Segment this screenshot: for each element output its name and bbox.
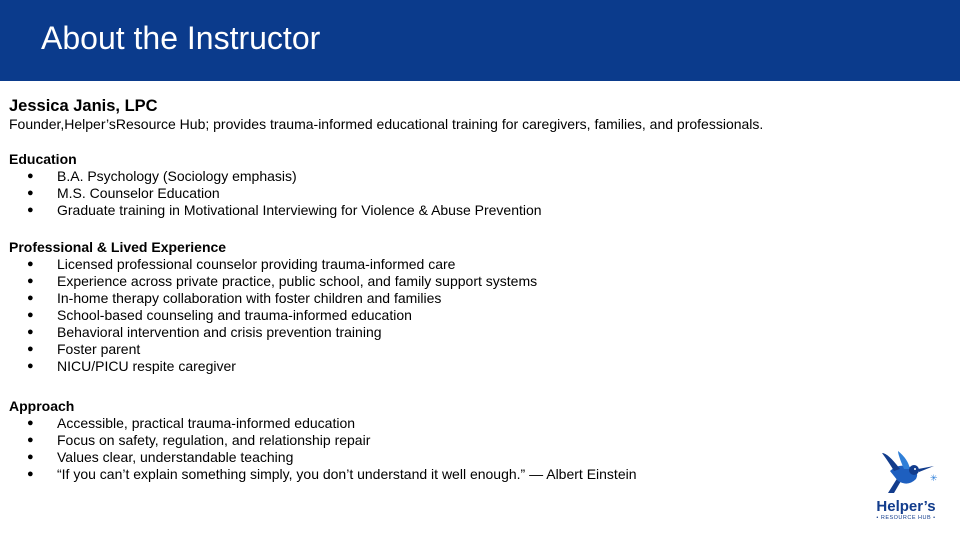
experience-list xyxy=(9,256,939,375)
approach-heading: Approach xyxy=(9,398,75,414)
list-item-text: “If you can’t explain something simply, you don’t understand it well enough.” — Albert Einstein xyxy=(57,466,637,482)
list-item xyxy=(9,432,939,449)
list-item xyxy=(9,202,939,219)
helpers-resource-hub-logo xyxy=(868,449,944,525)
bullet-icon: ● xyxy=(27,417,34,429)
list-item xyxy=(9,185,939,202)
logo-wordmark: Helper’s xyxy=(876,498,936,515)
list-item xyxy=(9,307,939,324)
list-item xyxy=(9,324,939,341)
list-item xyxy=(9,256,939,273)
list-item xyxy=(9,290,939,307)
approach-list xyxy=(9,415,939,483)
bullet-icon: ● xyxy=(27,187,34,199)
experience-heading: Professional & Lived Experience xyxy=(9,239,227,255)
slide-title: About the Instructor xyxy=(41,20,321,56)
list-item-text: Licensed professional counselor providing trauma-informed care xyxy=(57,256,456,272)
slide-content xyxy=(9,96,939,483)
list-item xyxy=(9,341,939,358)
bullet-icon: ● xyxy=(27,170,34,182)
bullet-icon: ● xyxy=(27,343,34,355)
instructor-name: Jessica Janis, LPC xyxy=(9,97,158,115)
list-item-text: Experience across private practice, public school, and family support systems xyxy=(57,273,538,289)
list-item-text: Foster parent xyxy=(57,341,141,357)
bullet-icon: ● xyxy=(27,204,34,216)
slide-header xyxy=(0,0,960,81)
logo-subtitle: • RESOURCE HUB • xyxy=(876,515,936,521)
bullet-icon: ● xyxy=(27,309,34,321)
bullet-icon: ● xyxy=(27,451,34,463)
bullet-icon: ● xyxy=(27,326,34,338)
list-item-text: Accessible, practical trauma-informed education xyxy=(57,415,356,431)
list-item-text: Focus on safety, regulation, and relationship repair xyxy=(57,432,371,448)
education-heading: Education xyxy=(9,151,77,167)
education-list xyxy=(9,168,939,219)
bullet-icon: ● xyxy=(27,434,34,446)
list-item xyxy=(9,449,939,466)
bullet-icon: ● xyxy=(27,468,34,480)
list-item-text: NICU/PICU respite caregiver xyxy=(57,358,236,374)
list-item-text: B.A. Psychology (Sociology emphasis) xyxy=(57,168,297,184)
list-item xyxy=(9,466,939,483)
list-item-text: In-home therapy collaboration with foster children and families xyxy=(57,290,442,306)
list-item-text: Behavioral intervention and crisis prevention training xyxy=(57,324,382,340)
svg-text:✳: ✳ xyxy=(930,474,938,484)
list-item xyxy=(9,358,939,375)
bullet-icon: ● xyxy=(27,360,34,372)
list-item-text: School-based counseling and trauma-informed education xyxy=(57,307,412,323)
list-item-text: Graduate training in Motivational Interviewing for Violence & Abuse Prevention xyxy=(57,202,542,218)
bullet-icon: ● xyxy=(27,292,34,304)
bullet-icon: ● xyxy=(27,258,34,270)
list-item xyxy=(9,168,939,185)
list-item-text: M.S. Counselor Education xyxy=(57,185,220,201)
list-item-text: Values clear, understandable teaching xyxy=(57,449,294,465)
bullet-icon: ● xyxy=(27,275,34,287)
list-item xyxy=(9,415,939,432)
instructor-tagline: Founder,Helper’sResource Hub; provides trauma-informed educational training for caregivers, families, and professionals. xyxy=(9,116,764,132)
list-item xyxy=(9,273,939,290)
hummingbird-icon xyxy=(868,449,944,499)
